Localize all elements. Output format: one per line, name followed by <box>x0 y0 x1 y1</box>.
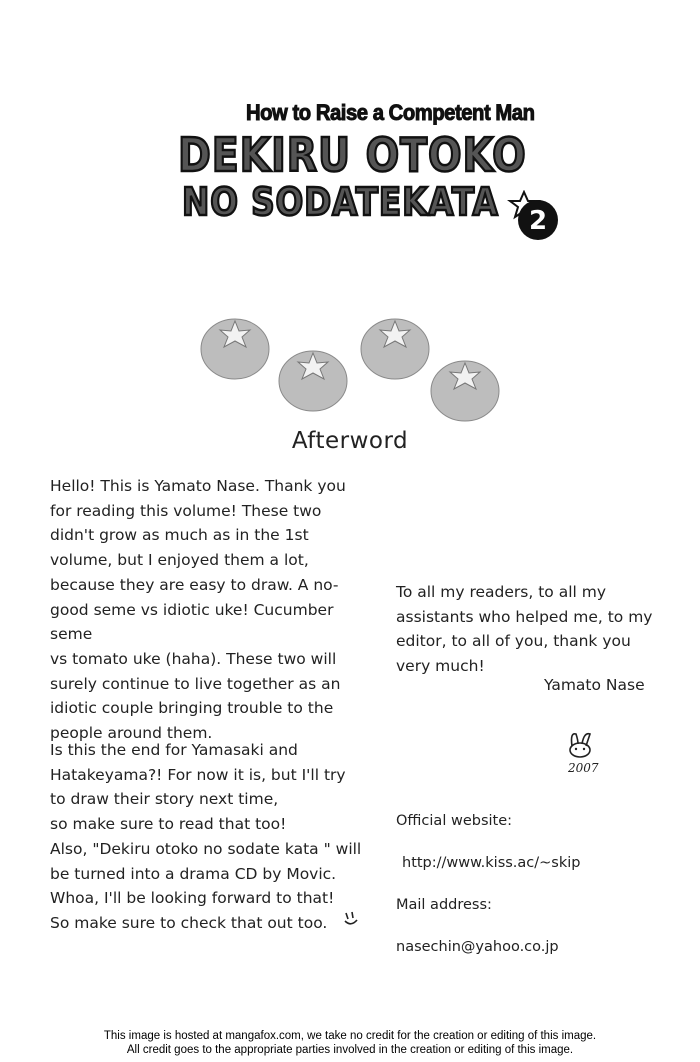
volume-number: 2 <box>528 206 548 236</box>
hosting-notice-line-1: This image is hosted at mangafox.com, we take no credit for the creation or editing of this image. <box>103 1030 597 1042</box>
tomato-icon <box>361 319 429 379</box>
contact-info <box>396 790 676 979</box>
author-signature: Yamato Nase <box>544 676 645 694</box>
afterword-paragraph-1: Hello! This is Yamato Nase. Thank you for reading this volume! These two didn't grow as much as in the 1st volume, but I enjoyed them a lot, because they are easy to draw. A no- good seme vs idiotic uke! Cucumber seme vs tomato uke (haha). These two will surely continue to live together as an idiotic couple bringing trouble to the people around them. <box>50 477 346 743</box>
tomato-icon <box>279 351 347 411</box>
series-subtitle: How to Raise a Competent Man <box>246 100 535 125</box>
mail-address[interactable]: nasechin@yahoo.co.jp <box>396 939 559 955</box>
doodle-year: 2007 <box>568 761 599 775</box>
volume-badge <box>506 190 564 242</box>
tomato-illustration <box>195 305 505 430</box>
website-link[interactable]: http://www.kiss.ac/~skip <box>402 855 581 871</box>
hosting-notice-line-2: All credit goes to the appropriate parties involved in the creation or editing of this image. <box>126 1043 574 1056</box>
series-title-line-1: DEKIRU OTOKO <box>178 128 527 182</box>
mail-label: Mail address: <box>396 897 492 913</box>
rabbit-doodle-icon <box>564 728 624 776</box>
series-title-line-2: NO SODATEKATA <box>182 180 499 224</box>
afterword-paragraph-2: Is this the end for Yamasaki and Hatakeyama?! For now it is, but I'll try to draw their story next time, so make sure to read that too! Also, "Dekiru otoko no sodate kata " will be turned into a drama CD by Movic. Whoa, I'll be looking forward to that! So make sure to check that out too. <box>50 741 362 932</box>
afterword-heading: Afterword <box>291 428 409 454</box>
smiley-doodle-icon <box>343 911 359 927</box>
hosting-notice <box>0 1030 700 1057</box>
tomato-icon <box>431 361 499 421</box>
website-label: Official website: <box>396 813 513 829</box>
thanks-message: To all my readers, to all my assistants who helped me, to my editor, to all of you, thank you very much! <box>396 583 653 676</box>
tomato-icon <box>201 319 269 379</box>
